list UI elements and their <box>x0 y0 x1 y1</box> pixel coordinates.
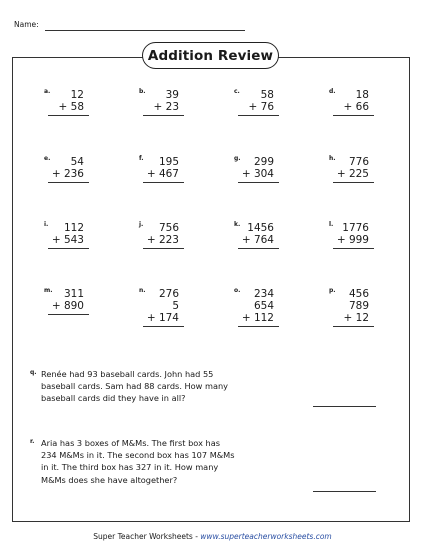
word-problem-line: baseball cards did they have in all? <box>41 393 186 404</box>
word-problem-line: Renée had 93 baseball cards. John had 55 <box>41 369 214 379</box>
addition-problem <box>234 155 294 215</box>
addition-problem <box>329 88 389 148</box>
word-problem-line: M&Ms does she have altogether? <box>41 474 178 485</box>
footer-site-link[interactable]: www.superteacherworksheets.com <box>200 532 332 541</box>
addend-with-plus: + 999 <box>336 234 369 246</box>
word-problem-label: q. <box>30 369 37 376</box>
word-problem-line: in it. The third box has 327 in it. How many <box>41 462 219 473</box>
addition-problem <box>44 221 104 281</box>
word-problem-line: baseball cards. Sam had 88 cards. How many <box>41 381 229 392</box>
addend-with-plus: + 304 <box>241 168 274 180</box>
sum-line <box>333 326 374 327</box>
addend: 18 <box>355 89 369 101</box>
problem-label: f. <box>139 155 144 162</box>
problem-numbers <box>143 288 179 324</box>
name-line[interactable] <box>45 30 245 31</box>
addition-problem <box>329 221 389 281</box>
problem-label: h. <box>329 155 336 162</box>
addend: 195 <box>158 156 179 168</box>
problem-label: l. <box>329 221 334 228</box>
addend: 39 <box>165 89 179 101</box>
addition-problem <box>44 287 104 347</box>
addend-with-plus: + 23 <box>153 101 179 113</box>
footer-separator: - <box>192 532 201 541</box>
addend-with-plus: + 112 <box>241 312 274 324</box>
addition-problem <box>139 221 199 281</box>
problem-label: a. <box>44 88 51 95</box>
problem-label: n. <box>139 287 146 294</box>
problem-numbers <box>48 89 84 113</box>
problem-numbers <box>143 156 179 180</box>
addend-with-plus: + 66 <box>343 101 369 113</box>
addend-with-plus: + 223 <box>146 234 179 246</box>
addend: 5 <box>172 300 179 312</box>
addend: 789 <box>348 300 369 312</box>
answer-line[interactable] <box>313 491 376 492</box>
word-problem-line: 234 M&Ms in it. The second box has 107 M&Ms <box>41 450 235 461</box>
addend-with-plus: + 225 <box>336 168 369 180</box>
problem-label: b. <box>139 88 146 95</box>
footer-brand: Super Teacher Worksheets <box>93 532 193 541</box>
problem-numbers <box>143 222 179 246</box>
problem-label: g. <box>234 155 241 162</box>
problem-numbers <box>238 89 274 113</box>
problem-numbers <box>48 222 84 246</box>
addition-problem <box>234 287 294 347</box>
sum-line <box>48 314 89 315</box>
addition-problem <box>234 221 294 281</box>
problem-numbers <box>48 288 84 312</box>
addition-problem <box>234 88 294 148</box>
addition-problem <box>139 88 199 148</box>
addend: 456 <box>348 288 369 300</box>
problem-numbers <box>333 288 369 324</box>
addition-problem <box>139 155 199 215</box>
problem-numbers <box>238 156 274 180</box>
sum-line <box>143 326 184 327</box>
word-problem-line: Aria has 3 boxes of M&Ms. The first box has <box>41 438 220 448</box>
addend-with-plus: + 764 <box>241 234 274 246</box>
addition-problem <box>139 287 199 347</box>
addend: 311 <box>63 288 84 300</box>
problem-numbers <box>48 156 84 180</box>
problem-label: d. <box>329 88 336 95</box>
addend-with-plus: + 76 <box>248 101 274 113</box>
addend: 776 <box>348 156 369 168</box>
sum-line <box>333 182 374 183</box>
addend: 299 <box>253 156 274 168</box>
sum-line <box>238 326 279 327</box>
sum-line <box>48 248 89 249</box>
problem-label: e. <box>44 155 51 162</box>
sum-line <box>238 248 279 249</box>
addend: 1456 <box>247 222 274 234</box>
addend-with-plus: + 236 <box>51 168 84 180</box>
addend: 1776 <box>342 222 369 234</box>
addend: 756 <box>158 222 179 234</box>
sum-line <box>333 115 374 116</box>
addend-with-plus: + 467 <box>146 168 179 180</box>
problem-label: i. <box>44 221 49 228</box>
addend: 234 <box>253 288 274 300</box>
problem-numbers <box>333 222 369 246</box>
answer-line[interactable] <box>313 406 376 407</box>
addend: 12 <box>70 89 84 101</box>
problem-label: k. <box>234 221 241 228</box>
problem-numbers <box>238 222 274 246</box>
addition-problem <box>44 155 104 215</box>
addend: 54 <box>70 156 84 168</box>
sum-line <box>238 115 279 116</box>
word-problem-label: r. <box>30 438 35 445</box>
problem-label: j. <box>139 221 144 228</box>
addend-with-plus: + 12 <box>343 312 369 324</box>
sum-line <box>143 182 184 183</box>
sum-line <box>48 182 89 183</box>
addend: 58 <box>260 89 274 101</box>
word-problem-text <box>41 437 266 486</box>
name-label: Name: <box>14 20 39 29</box>
problem-numbers <box>238 288 274 324</box>
problem-label: c. <box>234 88 240 95</box>
addend: 654 <box>253 300 274 312</box>
problem-numbers <box>333 156 369 180</box>
sum-line <box>143 248 184 249</box>
worksheet-title: Addition Review <box>142 42 279 69</box>
problem-label: p. <box>329 287 336 294</box>
addend: 112 <box>63 222 84 234</box>
addend-with-plus: + 543 <box>51 234 84 246</box>
sum-line <box>333 248 374 249</box>
problem-numbers <box>333 89 369 113</box>
problem-label: m. <box>44 287 53 294</box>
footer <box>0 532 425 541</box>
word-problem-text <box>41 368 266 405</box>
addition-problem <box>329 155 389 215</box>
problem-label: o. <box>234 287 241 294</box>
problem-numbers <box>143 89 179 113</box>
sum-line <box>48 115 89 116</box>
addend-with-plus: + 174 <box>146 312 179 324</box>
addition-problem <box>329 287 389 347</box>
addition-problem <box>44 88 104 148</box>
sum-line <box>143 115 184 116</box>
addend: 276 <box>158 288 179 300</box>
addend-with-plus: + 58 <box>58 101 84 113</box>
addend-with-plus: + 890 <box>51 300 84 312</box>
sum-line <box>238 182 279 183</box>
